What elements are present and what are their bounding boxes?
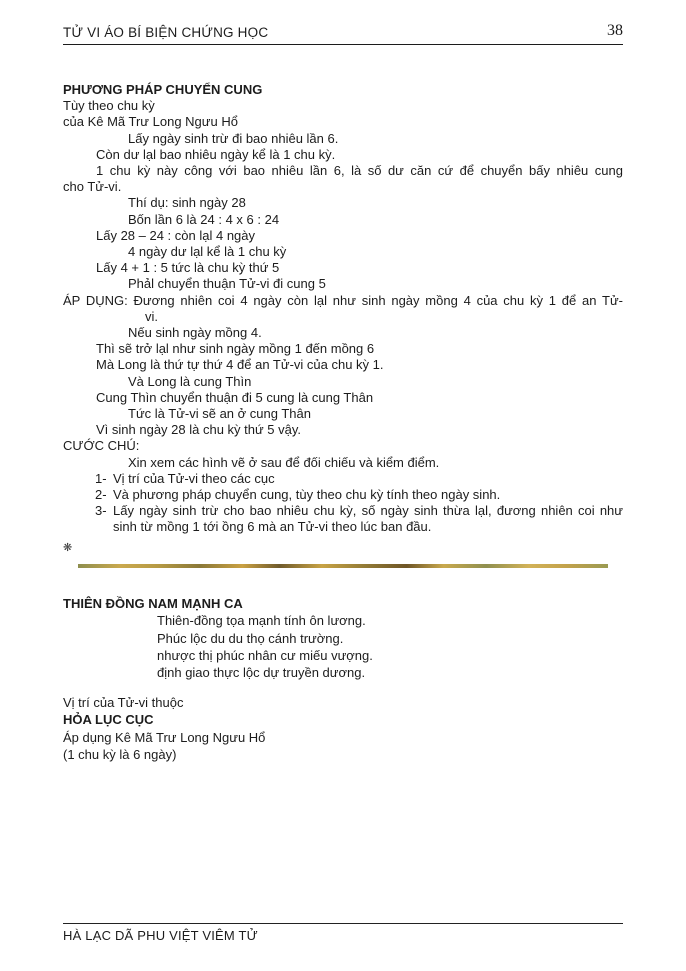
text-line: Lấy ngày sinh trừ đi bao nhiêu lần 6. (128, 130, 339, 146)
section-divider-star: ❋ (63, 541, 73, 554)
text-line: nhược thị phúc nhân cư miếu vượng. (157, 647, 373, 663)
numbered-list-item (63, 487, 623, 503)
text-line: Vì sinh ngày 28 là chu kỳ thứ 5 vậy. (96, 422, 302, 438)
text-line: Và Long là cung Thìn (128, 373, 252, 389)
text-line: vi. (145, 308, 158, 324)
text-line: Thí dụ: sinh ngày 28 (128, 195, 246, 211)
section1-numbered-list (63, 471, 623, 536)
list-item-text: Vị trí của Tử-vi theo các cục (113, 470, 275, 486)
page-footer (63, 923, 623, 943)
text-line: Phảl chuyển thuận Tử-vi đi cung 5 (128, 276, 326, 292)
text-line: HỎA LỤC CỤC (63, 712, 154, 728)
section2-lines (63, 694, 623, 764)
text-line: Thiên-đồng tọa mạnh tính ôn lương. (157, 613, 366, 629)
text-line: Phúc lộc du du thọ cánh trường. (157, 630, 344, 646)
decorative-divider-bar (78, 564, 608, 568)
text-line: Còn dư lạl bao nhiêu ngày kể là 1 chu kỳ. (96, 146, 336, 162)
text-line: Vị trí của Tử-vi thuộc (63, 694, 184, 710)
list-item-number: 3- (95, 503, 107, 519)
text-line: 1 chu kỳ này công với bao nhiêu lần 6, là số dư căn cứ để chuyển bấy nhiêu cung (96, 163, 623, 179)
footer-text: HÀ LẠC DÃ PHU VIỆT VIÊM TỬ (63, 928, 258, 943)
text-line: Lấy 4 + 1 : 5 tức là chu kỳ thứ 5 (96, 260, 280, 276)
section1-heading: PHƯƠNG PHÁP CHUYỂN CUNG (63, 82, 263, 97)
list-item-text: Và phương pháp chuyển cung, tùy theo chu kỳ tính theo ngày sinh. (113, 487, 501, 503)
list-item-number: 1- (95, 470, 107, 486)
page-header (63, 22, 623, 40)
text-line: Thì sẽ trở lạl như sinh ngày mồng 1 đến mồng 6 (96, 341, 375, 357)
text-line: Áp dụng Kê Mã Trư Long Ngưu Hổ (63, 729, 266, 745)
text-line: Bốn lần 6 là 24 : 4 x 6 : 24 (128, 211, 280, 227)
text-line: Mà Long là thứ tự thứ 4 để an Tử-vi của chu kỳ 1. (96, 357, 384, 373)
page-body (63, 82, 623, 763)
text-line: Lấy 28 – 24 : còn lạl 4 ngày (96, 227, 256, 243)
list-item-number: 2- (95, 487, 107, 503)
numbered-list-item (63, 503, 623, 535)
section1-lines (63, 98, 623, 471)
text-line: (1 chu kỳ là 6 ngày) (63, 746, 177, 762)
numbered-list-item (63, 471, 623, 487)
text-line: 4 ngày dư lạl kể là 1 chu kỳ (128, 244, 287, 260)
poem-lines (63, 612, 623, 682)
text-line: định giao thực lộc dự truyền dương. (157, 665, 366, 681)
text-line: Tùy theo chu kỳ (63, 98, 155, 114)
text-line: cho Tử-vi. (63, 179, 122, 195)
text-line: của Kê Mã Trư Long Ngưu Hổ (63, 114, 238, 130)
page-number: 38 (607, 22, 623, 39)
running-title: TỬ VI ÁO BÍ BIỆN CHỨNG HỌC (63, 25, 269, 40)
text-line: Xin xem các hình vẽ ở sau để đối chiếu và kiểm điểm. (128, 454, 440, 470)
text-line: Nếu sinh ngày mồng 4. (128, 325, 262, 341)
text-line: CƯỚC CHÚ: (63, 438, 140, 454)
header-rule (63, 44, 623, 45)
text-line: Cung Thìn chuyển thuận đi 5 cung là cung Thân (96, 389, 374, 405)
text-line: Tức là Tử-vi sẽ an ở cung Thân (128, 406, 311, 422)
text-line: ÁP DỤNG: Đương nhiên coi 4 ngày còn lạl như sinh ngày mồng 4 của chu kỳ 1 để an Tử- (63, 292, 623, 308)
section2-heading: THIÊN ĐỒNG NAM MẠNH CA (63, 595, 243, 611)
list-item-text: Lấy ngày sinh trừ cho bao nhiêu chu kỳ, số ngày sinh thừa lạl, đương nhiên coi như sinh từ mồng 1 tới ồng 6 mà an Tử-vi theo lúc ban đầu. (113, 503, 623, 535)
